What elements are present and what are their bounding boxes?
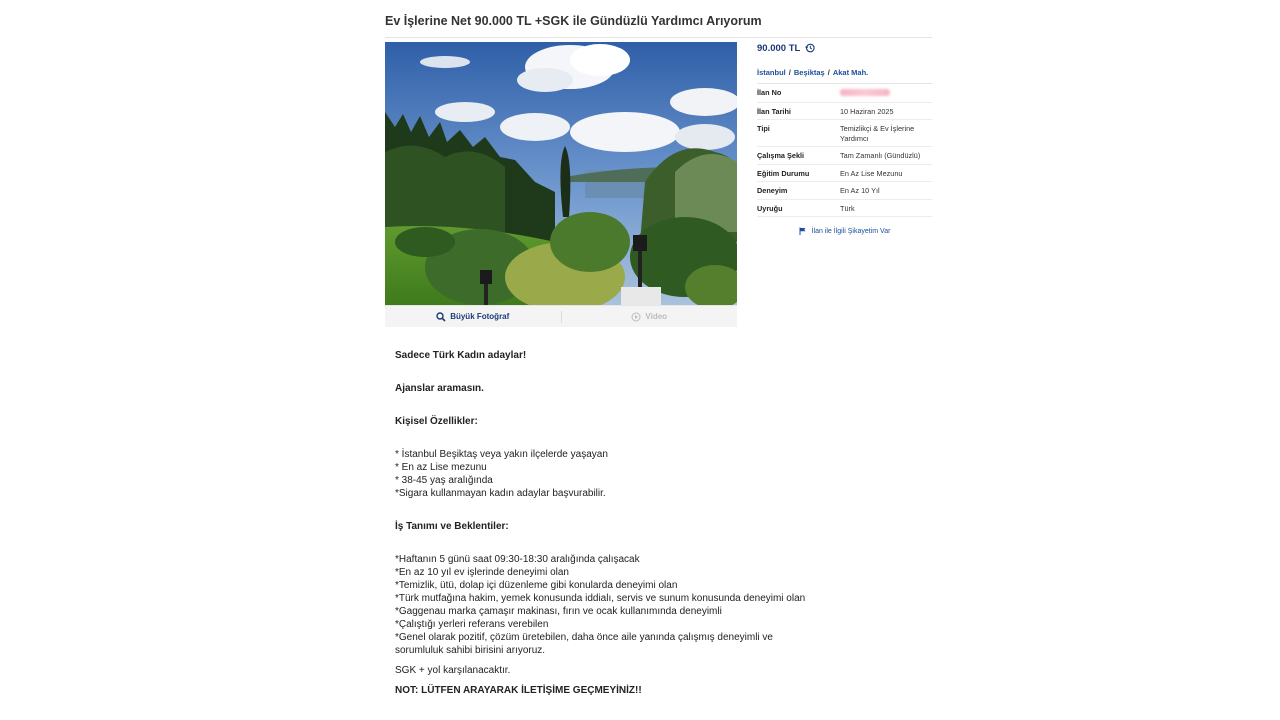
personal-item: *Sigara kullanmayan kadın adaylar başvurabilir. <box>395 488 606 499</box>
spacer <box>395 677 815 684</box>
info-value-masked <box>840 88 932 99</box>
info-row-uyruk <box>757 200 932 218</box>
flag-icon <box>799 227 807 235</box>
spacer <box>395 533 815 553</box>
price-history-icon[interactable] <box>805 43 815 53</box>
info-row-deneyim <box>757 182 932 200</box>
info-label: Tipi <box>757 124 770 133</box>
location-district-link[interactable]: Beşiktaş <box>793 68 825 77</box>
description-line: Sadece Türk Kadın adaylar! <box>395 350 527 361</box>
info-value: Temizlikçi & Ev İşlerine Yardımcı <box>840 124 915 143</box>
price-row <box>757 40 932 56</box>
info-value: En Az 10 Yıl <box>840 186 880 195</box>
spacer <box>395 395 815 415</box>
big-photo-button[interactable] <box>385 306 561 327</box>
job-heading: İş Tanımı ve Beklentiler: <box>395 521 509 532</box>
note-line: NOT: LÜTFEN ARAYARAK İLETİŞİME GEÇMEYİNİZ!! <box>395 685 642 696</box>
listing-info-table <box>757 84 932 217</box>
listing-title: Ev İşlerine Net 90.000 TL +SGK ile Gündüzlü Yardımcı Arıyorum <box>385 14 932 38</box>
listing-description <box>395 349 815 697</box>
info-label: Uyruğu <box>757 203 783 213</box>
location-neighborhood-link[interactable]: Akat Mah. <box>832 68 869 77</box>
info-value: 10 Haziran 2025 <box>840 106 894 116</box>
garden-photo-image <box>385 42 737 305</box>
description-line: Ajanslar aramasın. <box>395 383 484 394</box>
info-value: Türk <box>840 203 855 213</box>
video-button[interactable] <box>561 311 738 323</box>
info-label: Çalışma Şekli <box>757 151 805 160</box>
personal-heading: Kişisel Özellikler: <box>395 416 478 427</box>
job-item: *En az 10 yıl ev işlerinde deneyimi olan <box>395 567 569 578</box>
magnifier-icon <box>436 312 446 322</box>
price: 90.000 TL <box>757 42 801 54</box>
location-city-link[interactable]: İstanbul <box>757 68 786 77</box>
job-item: *Türk mutfağına hakim, yemek konusunda iddialı, servis ve sunum konusunda deneyimi olan <box>395 593 806 604</box>
play-icon <box>631 312 641 322</box>
info-row-egitim <box>757 165 932 183</box>
job-item: *Çalıştığı yerleri referans verebilen <box>395 619 549 630</box>
spacer <box>395 428 815 448</box>
job-item: *Temizlik, ütü, dolap içi düzenleme gibi konularda deneyimi olan <box>395 580 678 591</box>
personal-item: * 38-45 yaş aralığında <box>395 475 493 486</box>
info-row-ilan-tarihi <box>757 103 932 121</box>
spacer <box>395 657 815 664</box>
breadcrumb-separator: / <box>788 68 791 77</box>
big-photo-label: Büyük Fotoğraf <box>450 312 510 321</box>
info-label: İlan No <box>757 88 782 97</box>
personal-item: * En az Lise mezunu <box>395 462 487 473</box>
job-item: *Haftanın 5 günü saat 09:30-18:30 aralığında çalışacak <box>395 554 640 565</box>
info-label: Deneyim <box>757 186 788 195</box>
info-row-calisma-sekli <box>757 147 932 165</box>
complaint-link-label: İlan ile İlgili Şikayetim Var <box>811 227 891 235</box>
complaint-link[interactable] <box>757 227 932 235</box>
breadcrumb-separator: / <box>827 68 830 77</box>
personal-item: * İstanbul Beşiktaş veya yakın ilçelerde yaşayan <box>395 449 608 460</box>
job-item: *Genel olarak pozitif, çözüm üretebilen, daha önce aile yanında çalışmış deneyimli ve sorumluluk sahibi birisini arıyoruz. <box>395 632 773 656</box>
info-label: Eğitim Durumu <box>757 168 810 178</box>
job-item: *Gaggenau marka çamaşır makinası, fırın ve ocak kullanımında deneyimli <box>395 606 722 617</box>
info-value: En Az Lise Mezunu <box>840 168 903 178</box>
spacer <box>395 362 815 382</box>
masked-listing-number <box>840 89 890 96</box>
info-label: İlan Tarihi <box>757 106 791 116</box>
info-value: Tam Zamanlı (Gündüzlü) <box>840 151 921 160</box>
listing-sidebar <box>757 40 932 235</box>
listing-photo[interactable] <box>385 42 737 305</box>
location-breadcrumb <box>757 68 932 84</box>
info-row-tipi <box>757 120 932 147</box>
info-row-ilan-no <box>757 84 932 103</box>
spacer <box>395 500 815 520</box>
video-label: Video <box>645 312 668 321</box>
sgk-line: SGK + yol karşılanacaktır. <box>395 665 511 676</box>
photo-toolbar <box>385 305 737 327</box>
